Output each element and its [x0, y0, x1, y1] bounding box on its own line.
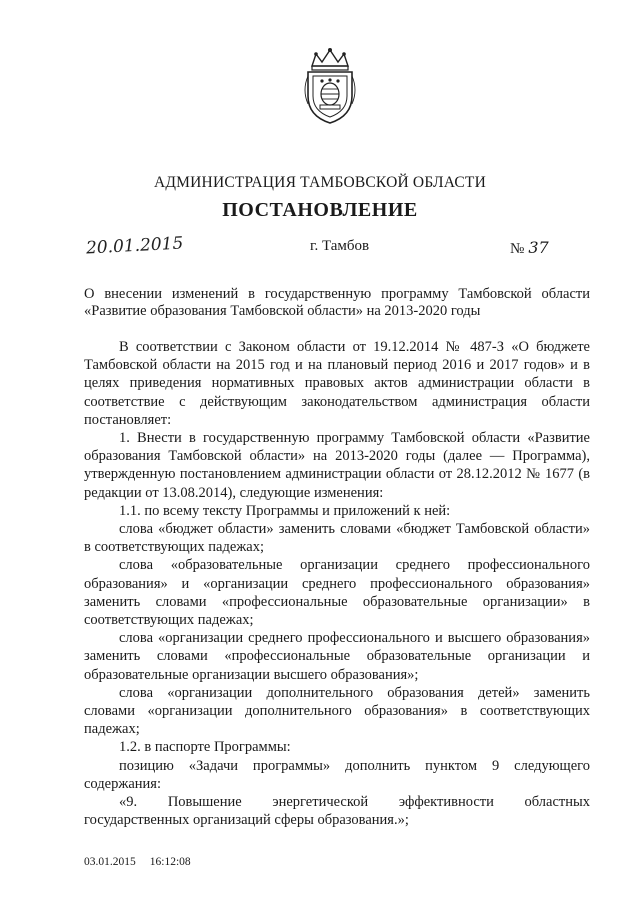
paragraph: слова «организации дополнительного образования детей» заменить словами «организации дополнительного образования» в соответствующих падежах;	[84, 684, 590, 738]
paragraph: 1. Внести в государственную программу Тамбовской области «Развитие образования Тамбовской области» на 2013-2020 годы (далее — Программа), утвержденную постановлением администрации области от 28.12.2012 № 1677 (в редакции от 13.08.2014), следующие изменения:	[84, 430, 590, 501]
number-value: 37	[528, 238, 549, 257]
paragraph: 1.1. по всему тексту Программы и приложений к ней:	[119, 502, 451, 519]
paragraph: «9. Повышение энергетической эффективности областных государственных организаций сферы образования.»;	[84, 794, 590, 829]
paragraph: слова «образовательные организации среднего профессионального образования» и «организации среднего профессионального образования» заменить словами «профессиональные образовательные организации» в соответствующих падежах;	[84, 557, 590, 629]
paragraph: позицию «Задачи программы» дополнить пунктом 9 следующего содержания:	[84, 757, 590, 792]
paragraph: В соответствии с Законом области от 19.12.2014 № 487-З «О бюджете Тамбовской области на 2015 год и на плановый период 2016 и 2017 годов» и в целях приведения нормативных правовых актов администрации области в соответствие с действующим законодательством администрация области постановляет:	[84, 339, 590, 428]
document-number	[510, 238, 549, 258]
number-label: №	[510, 241, 525, 257]
paragraph: слова «организации среднего профессионального и высшего образования» заменить словами «профессиональные образовательные организации и образовательные организации высшего образования»;	[84, 630, 590, 683]
document-date: 20.01.2015	[85, 233, 184, 259]
document-city: г. Тамбов	[310, 238, 370, 254]
print-timestamp	[84, 856, 191, 868]
coat-of-arms-icon	[300, 46, 360, 126]
footer-time: 16:12:08	[149, 856, 191, 868]
document-body	[84, 338, 590, 829]
document-subject: О внесении изменений в государственную программу Тамбовской области «Развитие образования Тамбовской области» на 2013-2020 годы	[84, 286, 590, 319]
footer-date: 03.01.2015	[84, 856, 136, 868]
paragraph: 1.2. в паспорте Программы:	[119, 739, 291, 756]
paragraph: слова «бюджет области» заменить словами «бюджет Тамбовской области» в соответствующих падежах;	[84, 521, 590, 556]
document-type-title: ПОСТАНОВЛЕНИЕ	[222, 199, 418, 221]
organization-title: АДМИНИСТРАЦИЯ ТАМБОВСКОЙ ОБЛАСТИ	[154, 174, 486, 191]
